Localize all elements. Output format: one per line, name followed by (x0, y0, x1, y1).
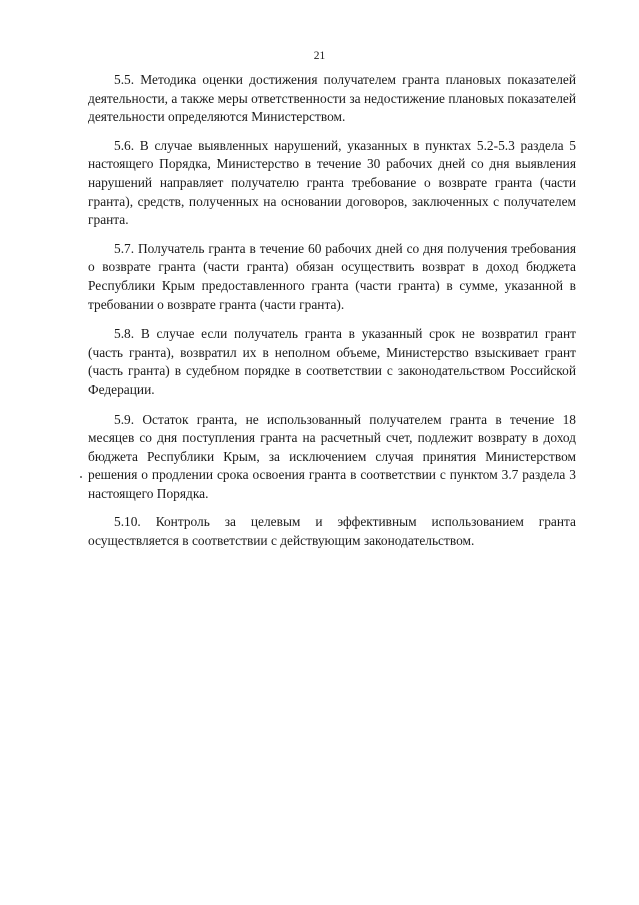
scan-speck (80, 476, 82, 478)
paragraph-5-10: 5.10. Контроль за целевым и эффективным использованием гранта осуществляется в соответствии с действующим законодательством. (88, 514, 576, 549)
page-number: 21 (313, 50, 326, 62)
paragraph-5-5: 5.5. Методика оценки достижения получателем гранта плановых показателей деятельности, а также меры ответственности за недостижение плановых показателей деятельности определяются Министерством. (88, 72, 576, 125)
paragraph-5-7: 5.7. Получатель гранта в течение 60 рабочих дней со дня получения требования о возврате гранта (части гранта) обязан осуществить возврат в доход бюджета Республики Крым предоставленного гранта (части гранта) в сумме, указанной в требовании о возврате гранта (части гранта). (88, 240, 576, 312)
paragraph-5-9: 5.9. Остаток гранта, не использованный получателем гранта в течение 18 месяцев со дня поступления гранта на расчетный счет, подлежит возврату в доход бюджета Республики Крым, за исключением случая принятия Министерством решения о продлении срока освоения гранта в соответствии с пунктом 3.7 раздела 3 настоящего Порядка. (88, 411, 576, 501)
document-body (88, 71, 576, 561)
paragraph-5-8: 5.8. В случае если получатель гранта в указанный срок не возвратил грант (часть гранта), возвратил их в неполном объеме, Министерство взыскивает грант (часть гранта) в судебном порядке в соответствии с законодательством Российской Федерации. (88, 326, 576, 397)
paragraph-5-6: 5.6. В случае выявленных нарушений, указанных в пунктах 5.2-5.3 раздела 5 настоящего Порядка, Министерство в течение 30 рабочих дней со дня выявления нарушений направляет получателю гранта требование о возврате гранта (части гранта), средств, полученных на основании договоров, заключенных с получателем гранта. (88, 137, 576, 228)
